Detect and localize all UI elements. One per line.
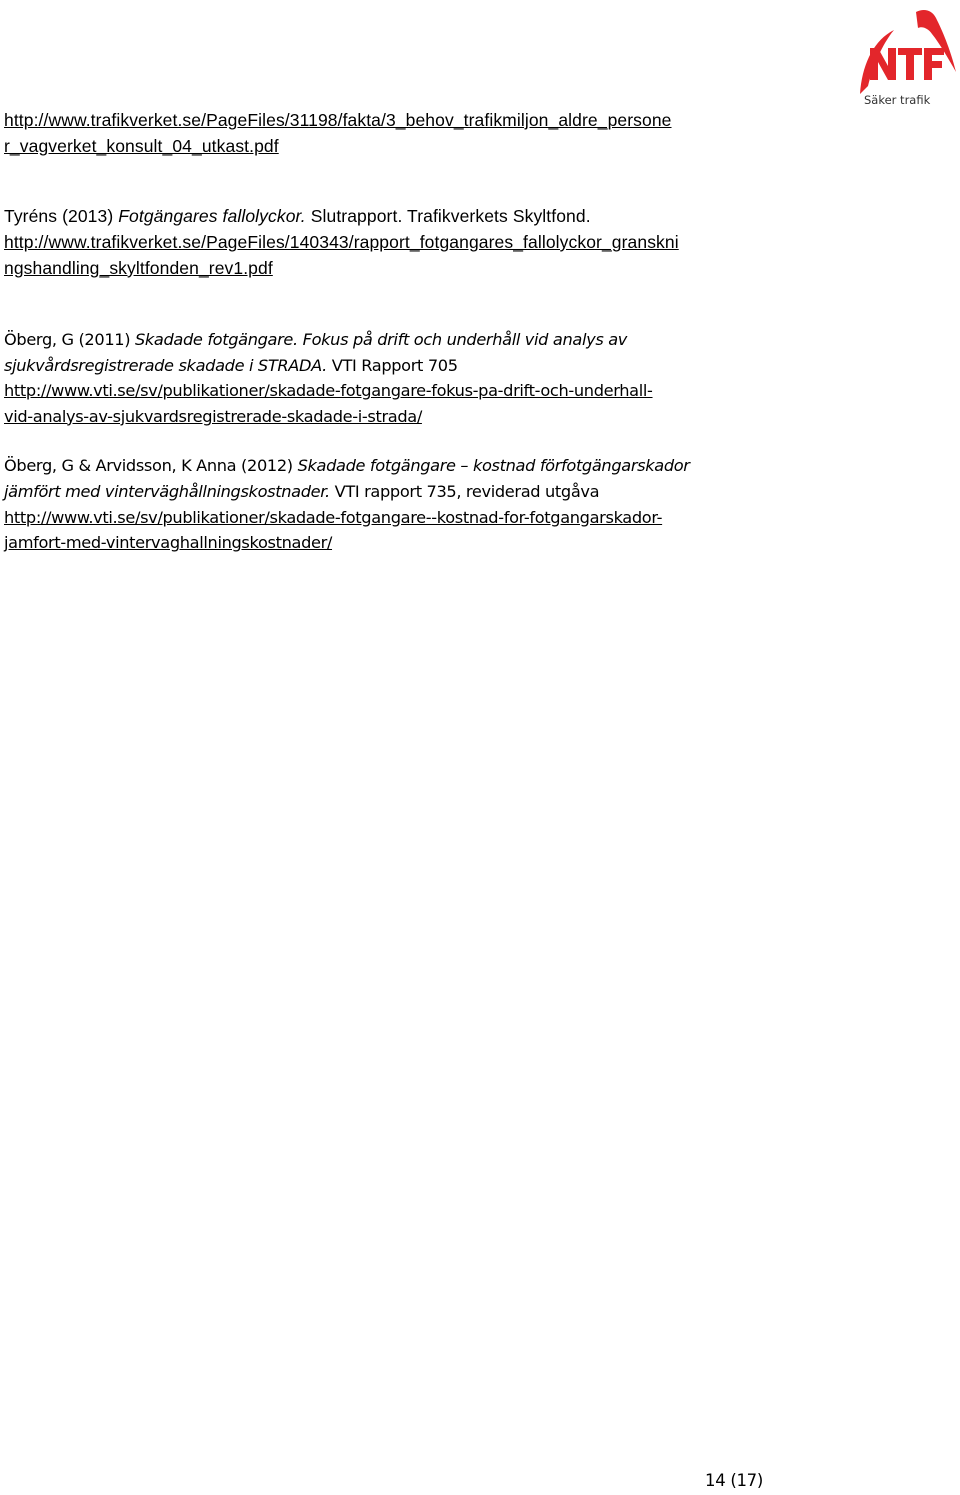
reference-url-line[interactable]: http://www.trafikverket.se/PageFiles/31198/fakta/3_behov_trafikmiljon_aldre_persone [4, 110, 672, 130]
page-number: 14 (17) [705, 1471, 764, 1490]
reference-url-line[interactable]: http://www.vti.se/sv/publikationer/skadade-fotgangare-fokus-pa-drift-och-underhall- [4, 381, 653, 401]
spacer [4, 281, 784, 327]
reference-title: sjukvårdsregistrerade skadade i STRADA. [4, 355, 327, 375]
reference-item [4, 327, 784, 429]
reference-url-line[interactable]: http://www.vti.se/sv/publikationer/skadade-fotgangare--kostnad-for-fotgangarskador- [4, 507, 663, 527]
spacer [4, 429, 784, 453]
reference-url-line[interactable]: http://www.trafikverket.se/PageFiles/140343/rapport_fotgangares_fallolyckor_granskni [4, 232, 679, 252]
reference-list [4, 107, 784, 556]
reference-citation [4, 479, 784, 505]
reference-item [4, 453, 784, 555]
logo-letter-n [870, 48, 896, 80]
spacer [4, 159, 784, 203]
ntf-logo [858, 4, 958, 112]
reference-author-year: Tyréns (2013) [4, 206, 119, 226]
reference-citation [4, 327, 784, 353]
reference-url-line[interactable]: jamfort-med-vintervaghallningskostnader/ [4, 533, 333, 553]
reference-title: Fotgängares fallolyckor. [118, 206, 306, 226]
ntf-logo-mark [858, 4, 958, 112]
reference-citation [4, 353, 784, 379]
reference-source: VTI rapport 735, reviderad utgåva [329, 481, 600, 501]
reference-item [4, 107, 784, 159]
reference-source: Slutrapport. Trafikverkets Skyltfond. [305, 206, 591, 226]
reference-title: Skadade fotgängare. Fokus på drift och underhåll vid analys av [134, 330, 628, 349]
reference-item [4, 203, 784, 281]
reference-author-year: Öberg, G (2011) [4, 330, 135, 349]
reference-citation [4, 453, 784, 479]
reference-source: VTI Rapport 705 [326, 355, 458, 375]
reference-title: jämfört med vinterväghållningskostnader. [4, 481, 330, 501]
reference-url-line[interactable]: r_vagverket_konsult_04_utkast.pdf [4, 136, 279, 156]
logo-tagline: Säker trafik [864, 93, 931, 107]
reference-title: Skadade fotgängare – kostnad förfotgängarskador [297, 456, 690, 476]
logo-letter-t [898, 48, 922, 80]
reference-url-line[interactable]: vid-analys-av-sjukvardsregistrerade-skadade-i-strada/ [4, 406, 422, 426]
reference-author-year: Öberg, G & Arvidsson, K Anna (2012) [4, 456, 298, 476]
reference-citation [4, 203, 784, 229]
reference-url-line[interactable]: ngshandling_skyltfonden_rev1.pdf [4, 258, 273, 278]
logo-letter-f [924, 48, 944, 80]
